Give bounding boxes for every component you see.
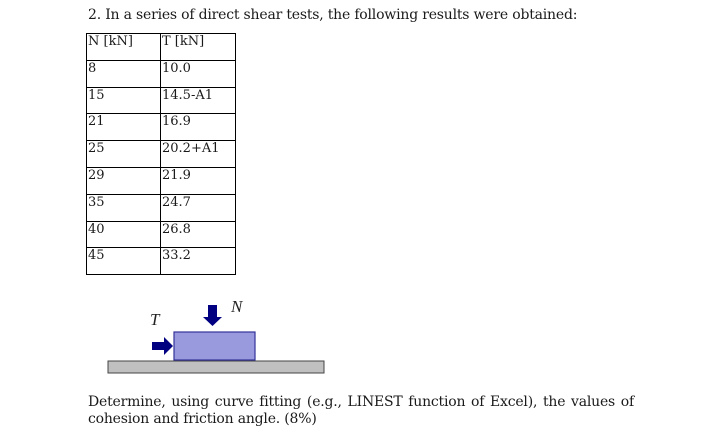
table-row — [87, 221, 236, 248]
cell-normal-force: 8 — [87, 60, 161, 87]
cell-shear-force: 20.2+A1 — [161, 141, 236, 168]
cell-shear-force: 14.5-A1 — [161, 87, 236, 114]
cell-normal-force: 40 — [87, 221, 161, 248]
base-plate — [108, 361, 324, 373]
question-text: 2. In a series of direct shear tests, the following results were obtained: — [88, 7, 578, 23]
table-row — [87, 194, 236, 221]
table-row — [87, 60, 236, 87]
table-row — [87, 141, 236, 168]
shear-force-arrow — [152, 337, 173, 355]
header-normal-force: N [kN] — [87, 34, 161, 61]
cell-normal-force: 21 — [87, 114, 161, 141]
cell-shear-force: 10.0 — [161, 60, 236, 87]
cell-normal-force: 29 — [87, 167, 161, 194]
soil-sample-block — [174, 332, 255, 360]
normal-force-label: N — [231, 297, 243, 316]
results-table — [86, 33, 236, 275]
cell-shear-force: 26.8 — [161, 221, 236, 248]
cell-shear-force: 16.9 — [161, 114, 236, 141]
table-row — [87, 114, 236, 141]
instruction-text: Determine, using curve fitting (e.g., LINEST function of Excel), the values of cohesion and friction angle. (8%) — [88, 394, 634, 427]
cell-normal-force: 25 — [87, 141, 161, 168]
cell-shear-force: 21.9 — [161, 167, 236, 194]
cell-normal-force: 15 — [87, 87, 161, 114]
shear-force-label: T — [150, 310, 160, 329]
direct-shear-diagram — [100, 292, 340, 382]
header-shear-force: T [kN] — [161, 34, 236, 61]
table-row — [87, 87, 236, 114]
table-row — [87, 167, 236, 194]
table-header-row — [87, 34, 236, 61]
cell-normal-force: 35 — [87, 194, 161, 221]
cell-shear-force: 24.7 — [161, 194, 236, 221]
table-row — [87, 248, 236, 275]
cell-normal-force: 45 — [87, 248, 161, 275]
cell-shear-force: 33.2 — [161, 248, 236, 275]
normal-force-arrow — [203, 305, 222, 326]
